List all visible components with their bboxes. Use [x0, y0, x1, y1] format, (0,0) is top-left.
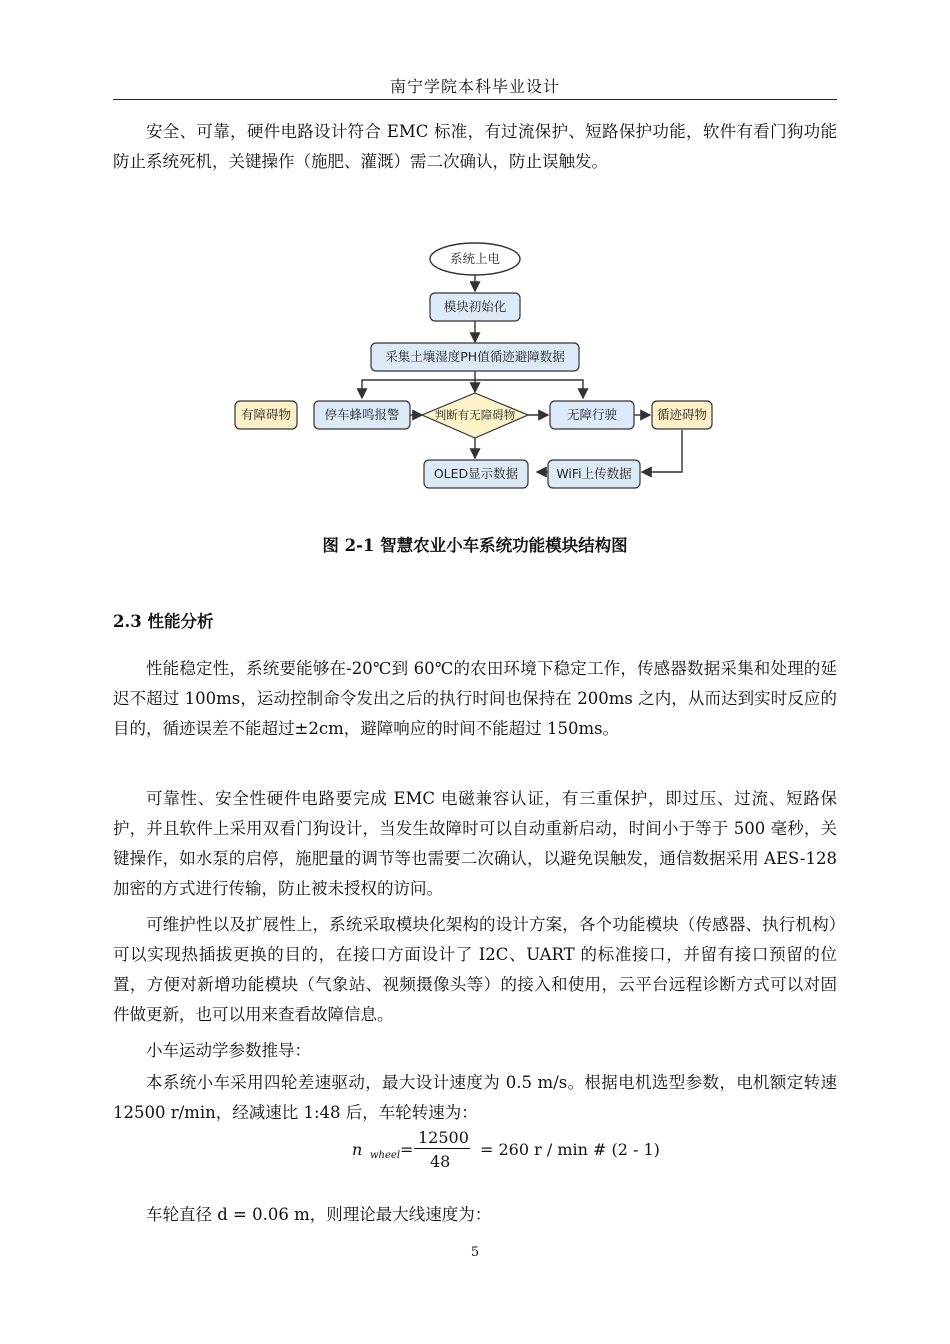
node-obstacle	[235, 401, 297, 429]
equation-equals: =	[400, 1140, 414, 1159]
equation-numerator: 12500	[418, 1128, 469, 1147]
intro-paragraph: 安全、可靠，硬件电路设计符合 EMC 标准，有过流保护、短路保护功能，软件有看门狗功能防止系统死机，关键操作（施肥、灌溉）需二次确认，防止误触发。	[113, 122, 837, 171]
equation-wheel-speed	[350, 1125, 670, 1175]
node-wifi	[548, 460, 640, 488]
paragraph-drive-params: 本系统小车采用四轮差速驱动，最大设计速度为 0.5 m/s。根据电机选型参数，电机额定转速 12500 r/min，经减速比 1:48 后，车轮转速为：	[113, 1073, 837, 1122]
paragraph-reliability-safety: 可靠性、安全性硬件电路要完成 EMC 电磁兼容认证，有三重保护，即过压、过流、短路保护，并且软件上采用双看门狗设计，当发生故障时可以自动重新启动，时间小于等于 500 毫秒，关键操作，如水泵的启停，施肥量的调节等也需要二次确认，以避免误触发，通信数据采用 AES-128 加密的方式进行传输，防止被未授权的访问。	[113, 789, 837, 898]
section-heading: 2.3 性能分析	[113, 612, 214, 631]
flowchart-figure	[232, 232, 718, 504]
node-init-label: 模块初始化	[443, 299, 507, 314]
node-oled-label: OLED显示数据	[433, 466, 519, 481]
paragraph-maintainability: 可维护性以及扩展性上，系统采取模块化架构的设计方案，各个功能模块（传感器、执行机构）可以实现热插拔更换的目的，在接口方面设计了 I2C、UART 的标准接口，并留有接口预留的位置，方便对新增功能模块（气象站、视频摄像头等）的接入和使用，云平台远程诊断方式可以对固件做更新，也可以用来查看故障信息。	[113, 915, 837, 1024]
flowchart-connectors	[362, 275, 682, 472]
node-stop-alarm-label: 停车蜂鸣报警	[324, 407, 400, 422]
node-collect-label: 采集土壤湿度PH值循迹避障数据	[385, 349, 565, 364]
paragraph-performance-stability: 性能稳定性，系统要能够在-20℃到 60℃的农田环境下稳定工作，传感器数据采集和处理的延迟不超过 100ms，运动控制命令发出之后的执行时间也保持在 200ms 之内，从而达到实时反应的目的，循迹误差不能超过±2cm，避障响应的时间不能超过 150ms。	[113, 659, 837, 738]
node-judge-decision	[422, 393, 528, 438]
node-judge-label: 判断有无障碍物	[434, 408, 516, 422]
node-stop-alarm	[314, 401, 410, 429]
node-init	[430, 293, 520, 321]
node-oled	[424, 460, 528, 488]
equation-fraction-bar	[414, 1148, 470, 1149]
paragraph-wheel-diameter: 车轮直径 d = 0.06 m，则理论最大线速度为：	[146, 1205, 492, 1224]
node-no-obstacle	[550, 401, 634, 429]
equation-result: = 260 r / min # (2 - 1)	[480, 1140, 660, 1159]
equation-denominator: 48	[430, 1152, 451, 1171]
equation-subscript: wheel	[370, 1150, 401, 1161]
page-number: 5	[470, 1245, 480, 1260]
node-tracking	[652, 401, 712, 429]
running-header: 南宁学院本科毕业设计	[389, 77, 560, 96]
figure-caption: 图 2-1 智慧农业小车系统功能模块结构图	[322, 536, 628, 555]
node-power-on-label: 系统上电	[449, 251, 501, 266]
node-power-on	[430, 243, 520, 275]
node-obstacle-label: 有障碍物	[240, 407, 292, 422]
equation-variable: n	[352, 1140, 363, 1159]
paragraph-kinematics-intro: 小车运动学参数推导：	[146, 1041, 311, 1060]
node-wifi-label: WiFi上传数据	[556, 466, 632, 481]
node-no-obstacle-label: 无障行驶	[566, 407, 618, 422]
header-rule	[113, 99, 837, 100]
node-collect	[371, 343, 579, 371]
node-tracking-label: 循迹碍物	[656, 407, 708, 422]
